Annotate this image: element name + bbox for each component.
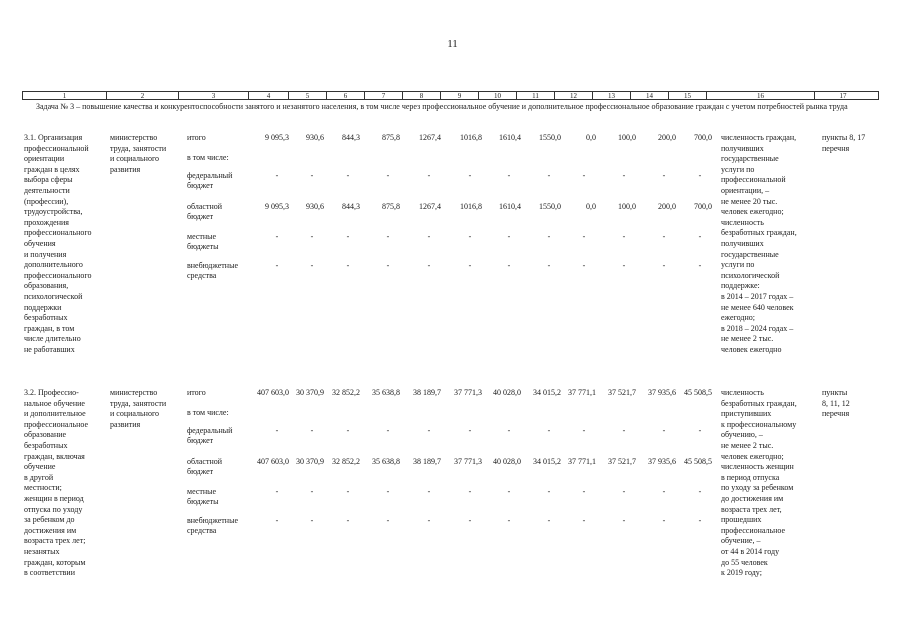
funding-value: - [622,487,626,496]
column-header-11: 11 [517,92,555,99]
funding-source-line: областной [187,202,223,211]
funding-source-line: итого [187,388,206,397]
table-header-row [22,91,879,100]
funding-value: - [310,516,314,525]
target-indicator-line: численность [721,388,764,397]
executor-line: труда, занятости [110,143,167,153]
executor-line: и социального [110,154,160,164]
column-header-6: 6 [327,92,365,99]
funding-value: - [346,516,350,525]
funding-value: - [622,232,626,241]
target-indicator-line: до достижения им [721,493,784,503]
column-header-10: 10 [479,92,517,99]
column-header-4: 4 [249,92,289,99]
measure-name-line: (профессии), [24,196,69,206]
funding-value: 1016,8 [460,202,482,211]
funding-value: - [662,426,666,435]
funding-value: 37 771,1 [568,388,596,397]
measure-name-line: дополнительного [24,260,83,270]
measure-name-line: 3.1. Организация [24,133,83,142]
funding-value: - [346,487,350,496]
measure-name-line: достижения им [24,525,77,535]
column-header-7: 7 [365,92,403,99]
funding-value: - [698,232,702,241]
funding-value: - [427,487,431,496]
funding-value: 1610,4 [499,202,521,211]
target-indicator-line: услуги по [721,164,755,174]
funding-value: 30 370,9 [296,388,324,397]
funding-value: 38 189,7 [413,457,441,466]
funding-source-line: областной [187,457,223,466]
measure-name-line: профессионального [24,270,92,280]
funding-source-line: средства [187,271,217,280]
funding-value: 35 638,8 [372,457,400,466]
funding-source [187,408,257,418]
funding-value: 9 095,3 [265,133,289,142]
funding-source-line: бюджет [187,212,214,221]
funding-value: 37 935,6 [648,457,676,466]
funding-value: - [310,487,314,496]
funding-value: - [275,487,279,496]
funding-value: - [507,261,511,270]
funding-value: 40 028,0 [493,388,521,397]
executor [110,133,185,175]
funding-value: - [310,171,314,180]
target-indicator-line: получивших [721,143,764,153]
target-indicator-line: не менее 2 тыс. [721,440,774,450]
target-indicator-line: численность [721,217,764,227]
funding-value: - [547,487,551,496]
target-indicator-line: прошедших [721,515,762,525]
funding-value: - [582,232,586,241]
page-number: 11 [447,38,458,50]
funding-value: 200,0 [658,202,676,211]
funding-value: 407 603,0 [257,457,289,466]
target-indicator-line: обучение, – [721,536,761,546]
funding-value: 40 028,0 [493,457,521,466]
target-indicator-line: приступивших [721,409,772,419]
measure-name-line: граждан в целях [24,164,80,174]
target-indicator-line: человек ежегодно; [721,451,784,461]
funding-value: - [427,171,431,180]
executor-line: министерство [110,388,158,397]
executor [110,388,185,430]
executor-line: министерство [110,133,158,142]
target-indicator-line: получивших [721,238,764,248]
list-reference-line: пункты 8, 17 [822,133,866,142]
funding-value: - [386,232,390,241]
funding-value: - [698,426,702,435]
funding-value: 37 521,7 [608,457,636,466]
funding-value: - [698,516,702,525]
target-indicator-line: безработных граждан, [721,398,797,408]
target-indicator-line: государственные [721,154,779,164]
funding-value: - [662,261,666,270]
measure-name-line: за ребенком до [24,515,75,525]
funding-source-line: средства [187,526,217,535]
column-header-12: 12 [555,92,593,99]
column-header-15: 15 [669,92,707,99]
measure-name-line: обучения [24,238,56,248]
funding-value: - [427,261,431,270]
funding-value: - [698,171,702,180]
target-indicator-line: человек ежегодно [721,344,782,354]
funding-source [187,426,257,446]
funding-value: 30 370,9 [296,457,324,466]
list-reference-line: перечня [822,409,850,419]
measure-name-line: в соответствии [24,568,75,578]
target-indicator-line: в период отпуска [721,472,780,482]
funding-value: - [662,516,666,525]
list-reference [822,388,880,420]
measure-name-line: профессиональное [24,419,89,429]
target-indicator-line: не менее 2 тыс. [721,334,774,344]
target-indicator-line: профессиональной [721,175,786,185]
target-indicator-line: профессиональное [721,525,786,535]
funding-value: 34 015,2 [533,457,561,466]
measure-name-line: местности; [24,483,62,493]
column-header-14: 14 [631,92,669,99]
funding-value: - [622,426,626,435]
target-indicator-line: поддержке: [721,281,760,291]
funding-source-line: местные [187,487,217,496]
funding-value: - [468,426,472,435]
executor-line: развития [110,419,141,429]
funding-value: - [547,261,551,270]
funding-value: - [427,516,431,525]
funding-value: 930,6 [306,202,324,211]
measure-name-line: трудоустройства, [24,207,83,217]
funding-source [187,171,257,191]
executor-line: и социального [110,409,160,419]
funding-value: - [346,171,350,180]
measure-name-line: 3.2. Профессио- [24,388,79,397]
funding-value: - [698,261,702,270]
measure-name-line: безработных [24,440,68,450]
funding-source-line: местные [187,232,217,241]
funding-value: 1267,4 [419,202,441,211]
funding-value: - [547,171,551,180]
funding-value: 37 771,1 [568,457,596,466]
funding-value: - [275,261,279,270]
funding-value: 1267,4 [419,133,441,142]
funding-value: - [547,426,551,435]
funding-value: 1610,4 [499,133,521,142]
measure-name-line: возраста трех лет; [24,536,86,546]
target-indicator-line: услуги по [721,260,755,270]
funding-value: - [310,261,314,270]
funding-value: - [427,426,431,435]
funding-source-line: итого [187,133,206,142]
executor-line: труда, занятости [110,398,167,408]
funding-value: - [662,232,666,241]
measure-name-line: обучение [24,462,56,472]
column-header-8: 8 [403,92,441,99]
funding-value: - [662,487,666,496]
funding-value: - [386,516,390,525]
column-header-9: 9 [441,92,479,99]
funding-value: - [386,426,390,435]
measure-name-line: психологической [24,291,83,301]
funding-value: - [386,171,390,180]
funding-value: - [386,261,390,270]
funding-source [187,232,257,252]
funding-value: 844,3 [342,133,360,142]
funding-value: - [468,516,472,525]
funding-value: - [698,487,702,496]
column-header-16: 16 [707,92,815,99]
measure-name-line: отпуска по уходу [24,504,83,514]
list-reference-line: 8, 11, 12 [822,398,850,408]
target-indicator-line: от 44 в 2014 году [721,546,780,556]
funding-value: - [275,516,279,525]
target-indicator-line: в 2014 – 2017 годах – [721,291,794,301]
column-header-1: 1 [23,92,107,99]
measure-name-line: деятельности [24,185,70,195]
funding-value: 37 935,6 [648,388,676,397]
funding-value: 1550,0 [539,133,561,142]
measure-name [24,133,114,355]
funding-value: - [468,171,472,180]
funding-value: 875,8 [382,202,400,211]
funding-value: 37 521,7 [608,388,636,397]
measure-name-line: числе длительно [24,334,81,344]
measure-name [24,388,114,579]
funding-value: - [547,232,551,241]
funding-value: 700,0 [694,133,712,142]
funding-source-line: бюджет [187,467,214,476]
target-indicator-line: не менее 20 тыс. [721,196,778,206]
funding-value: - [310,426,314,435]
funding-source-line: федеральный [187,171,233,180]
funding-value: 700,0 [694,202,712,211]
target-indicator-line: психологической [721,270,780,280]
funding-value: - [275,426,279,435]
list-reference-line: пункты [822,388,848,397]
target-indicator-line: до 55 человек [721,557,768,567]
funding-value: - [582,171,586,180]
list-reference [822,133,880,154]
funding-source-line: в том числе: [187,408,229,417]
funding-source [187,487,257,507]
funding-value: - [468,261,472,270]
measure-name-line: граждан, включая [24,451,85,461]
target-indicator-line: в 2018 – 2024 годах – [721,323,794,333]
funding-source-line: внебюджетные [187,261,238,270]
measure-name-line: и дополнительное [24,409,86,419]
target-indicator-line: обучению, – [721,430,763,440]
funding-value: - [507,487,511,496]
measure-name-line: образования, [24,281,69,291]
funding-value: - [346,426,350,435]
funding-value: - [310,232,314,241]
funding-source [187,153,257,163]
funding-value: - [346,232,350,241]
funding-value: 45 508,5 [684,388,712,397]
target-indicator-line: безработных граждан, [721,228,797,238]
funding-value: 35 638,8 [372,388,400,397]
measure-name-line: профессиональной [24,143,89,153]
funding-value: 32 852,2 [332,457,360,466]
funding-value: 100,0 [618,133,636,142]
funding-value: 9 095,3 [265,202,289,211]
target-indicator-line: человек ежегодно; [721,207,784,217]
target-indicator-line: государственные [721,249,779,259]
measure-name-line: ориентации [24,154,65,164]
funding-value: 34 015,2 [533,388,561,397]
funding-value: 37 771,3 [454,388,482,397]
target-indicator-line: численность женщин [721,462,794,472]
measure-name-line: граждан, в том [24,323,75,333]
target-indicator-line: возраста трех лет, [721,504,782,514]
funding-source-line: внебюджетные [187,516,238,525]
funding-value: 200,0 [658,133,676,142]
measure-name-line: прохождения [24,217,69,227]
target-indicator-line: не менее 640 человек [721,302,794,312]
funding-value: - [275,232,279,241]
measure-name-line: образование [24,430,67,440]
funding-value: 844,3 [342,202,360,211]
target-indicator [721,388,821,579]
funding-value: - [427,232,431,241]
measure-name-line: женщин в период [24,493,84,503]
funding-value: - [468,487,472,496]
funding-value: - [622,171,626,180]
funding-source-line: бюджет [187,181,214,190]
funding-source-line: федеральный [187,426,233,435]
funding-value: 100,0 [618,202,636,211]
funding-value: - [547,516,551,525]
funding-source-line: бюджеты [187,242,219,251]
funding-value: - [507,516,511,525]
measure-name-line: граждан, которым [24,557,86,567]
funding-value: 0,0 [586,202,596,211]
target-indicator-line: по уходу за ребенком [721,483,794,493]
funding-value: - [582,516,586,525]
funding-value: 1016,8 [460,133,482,142]
list-reference-line: перечня [822,143,850,153]
funding-source-line: бюджет [187,436,214,445]
target-indicator [721,133,821,355]
measure-name-line: не работавших [24,344,75,354]
funding-value: - [507,232,511,241]
target-indicator-line: к профессиональному [721,419,797,429]
measure-name-line: профессионального [24,228,92,238]
funding-value: 38 189,7 [413,388,441,397]
executor-line: развития [110,164,141,174]
funding-value: - [582,426,586,435]
measure-name-line: в другой [24,472,54,482]
target-indicator-line: к 2019 году; [721,568,762,578]
funding-value: - [622,261,626,270]
funding-value: - [662,171,666,180]
funding-value: - [582,261,586,270]
funding-value: 875,8 [382,133,400,142]
funding-value: - [346,261,350,270]
measure-name-line: выбора сферы [24,175,73,185]
funding-value: - [582,487,586,496]
funding-value: 32 852,2 [332,388,360,397]
funding-value: - [507,426,511,435]
funding-source-line: в том числе: [187,153,229,162]
funding-source [187,261,257,281]
target-indicator-line: ежегодно; [721,313,755,323]
column-header-2: 2 [107,92,179,99]
funding-value: 0,0 [586,133,596,142]
funding-source-line: бюджеты [187,497,219,506]
measure-name-line: поддержки [24,302,62,312]
measure-name-line: безработных [24,313,68,323]
funding-value: - [386,487,390,496]
task-heading: Задача № 3 – повышение качества и конкурентоспособности занятого и незанятого населения, в том числе через профессиональное обучение и дополнительное профессиональное образование граждан с учетом потребностей рынка труда [36,102,848,111]
target-indicator-line: численность граждан, [721,133,797,142]
column-header-13: 13 [593,92,631,99]
target-indicator-line: ориентации, – [721,185,770,195]
column-header-17: 17 [839,92,847,100]
column-header-5: 5 [289,92,327,99]
funding-value: 45 508,5 [684,457,712,466]
funding-value: - [468,232,472,241]
measure-name-line: незанятых [24,546,60,556]
funding-value: 1550,0 [539,202,561,211]
funding-source [187,516,257,536]
measure-name-line: и получения [24,249,67,259]
funding-value: - [622,516,626,525]
column-header-3: 3 [179,92,249,99]
measure-name-line: нальное обучение [24,398,85,408]
funding-value: - [275,171,279,180]
funding-value: 37 771,3 [454,457,482,466]
funding-value: 930,6 [306,133,324,142]
funding-value: - [507,171,511,180]
funding-value: 407 603,0 [257,388,289,397]
